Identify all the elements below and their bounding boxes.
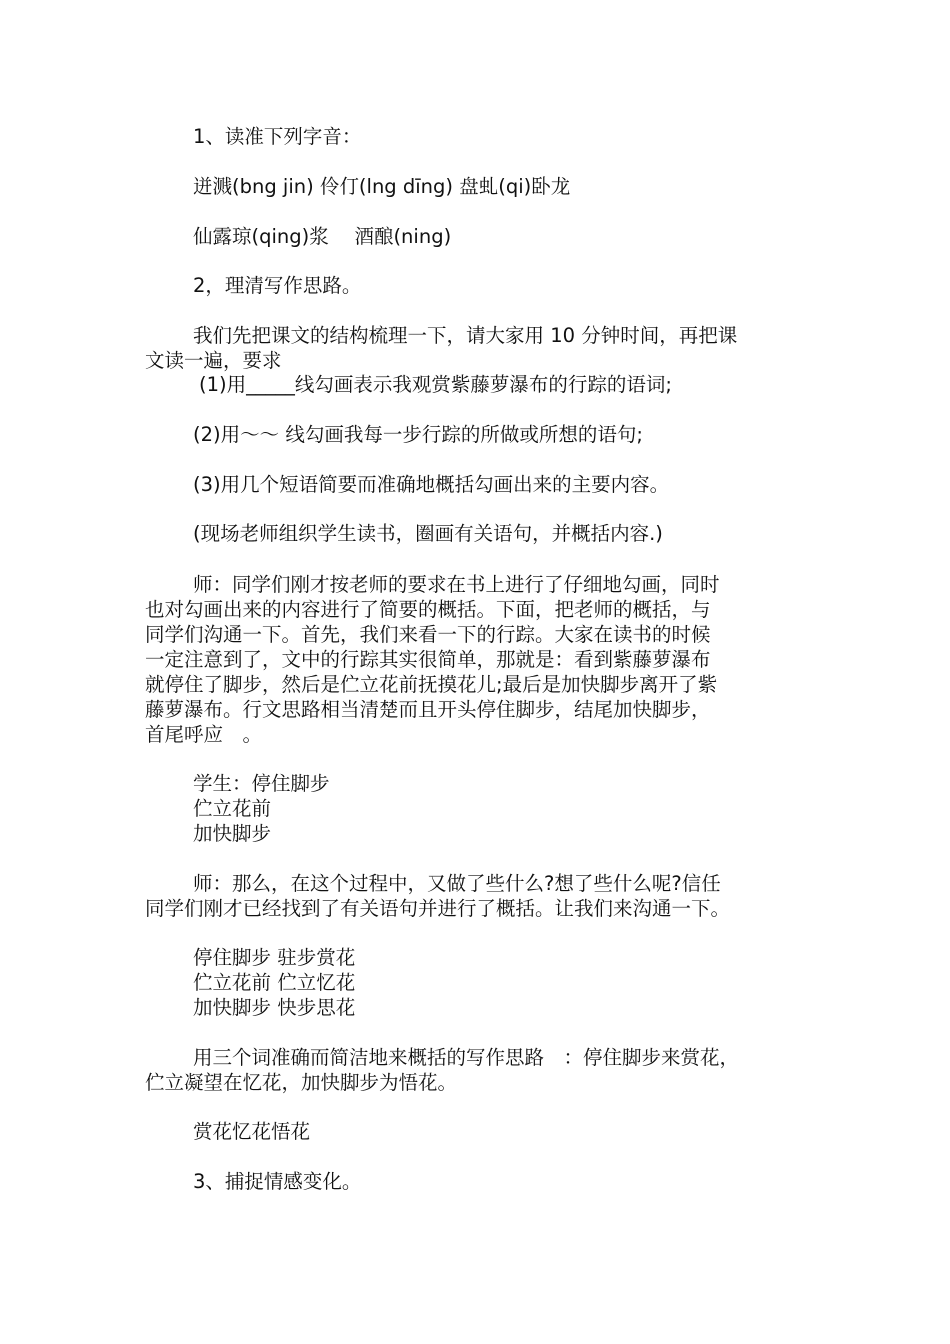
student-answer-line: 伫立花前 (193, 797, 272, 820)
paragraph-line: 伫立凝望在忆花，加快脚步为悟花。 (145, 1071, 458, 1094)
stage-direction: (现场老师组织学生读书，圈画有关语句，并概括内容.) (193, 522, 663, 545)
paragraph-line: 师：那么，在这个过程中，又做了些什么?想了些什么呢?信任 (193, 872, 721, 895)
paragraph-line: 一定注意到了，文中的行踪其实很简单，那就是：看到紫藤萝瀑布 (145, 648, 711, 671)
paragraph-line: 首尾呼应 。 (145, 723, 263, 746)
paragraph-line: 就停住了脚步，然后是伫立花前抚摸花儿;最后是加快脚步离开了紫 (145, 673, 718, 696)
paragraph-line: 我们先把课文的结构梳理一下，请大家用 10 分钟时间，再把课 (193, 324, 738, 347)
paragraph-line: 同学们刚才已经找到了有关语句并进行了概括。让我们来沟通一下。 (145, 897, 731, 920)
pronunciation-line-2: 仙露琼(qing)浆 酒酿(ning) (193, 225, 452, 248)
paragraph-line: 文读一遍，要求 (145, 349, 282, 372)
paragraph-line: 藤萝瀑布。行文思路相当清楚而且开头停住脚步，结尾加快脚步， (145, 698, 711, 721)
section-heading-1: 1、读准下列字音： (193, 125, 362, 148)
section-heading-3: 3、捕捉情感变化。 (193, 1170, 362, 1193)
pronunciation-line-1: 迸溅(bng jin) 伶仃(lng dīng) 盘虬(qi)卧龙 (193, 175, 571, 198)
paragraph-line: 师：同学们刚才按老师的要求在书上进行了仔细地勾画，同时 (193, 573, 720, 596)
section-heading-2: 2，理清写作思路。 (193, 274, 362, 297)
paragraph-line: 同学们沟通一下。首先，我们来看一下的行踪。大家在读书的时候 (145, 623, 711, 646)
task-item-3: (3)用几个短语简要而准确地概括勾画出来的主要内容。 (193, 473, 670, 496)
task-item-2: (2)用～～ 线勾画我每一步行踪的所做或所想的语句; (193, 423, 643, 446)
task-item-1: (1)用_____线勾画表示我观赏紫藤萝瀑布的行踪的语词; (199, 373, 672, 396)
summary-pair-line: 停住脚步 驻步赏花 (193, 946, 356, 969)
summary-pair-line: 加快脚步 快步思花 (193, 996, 356, 1019)
student-answer-line: 学生：停住脚步 (193, 772, 330, 795)
summary-phrase: 赏花忆花悟花 (193, 1120, 311, 1143)
student-answer-line: 加快脚步 (193, 822, 272, 845)
paragraph-line: 也对勾画出来的内容进行了简要的概括。下面，把老师的概括，与 (145, 598, 711, 621)
summary-pair-line: 伫立花前 伫立忆花 (193, 971, 356, 994)
paragraph-line: 用三个词准确而简洁地来概括的写作思路 ：停住脚步来赏花， (193, 1046, 740, 1069)
